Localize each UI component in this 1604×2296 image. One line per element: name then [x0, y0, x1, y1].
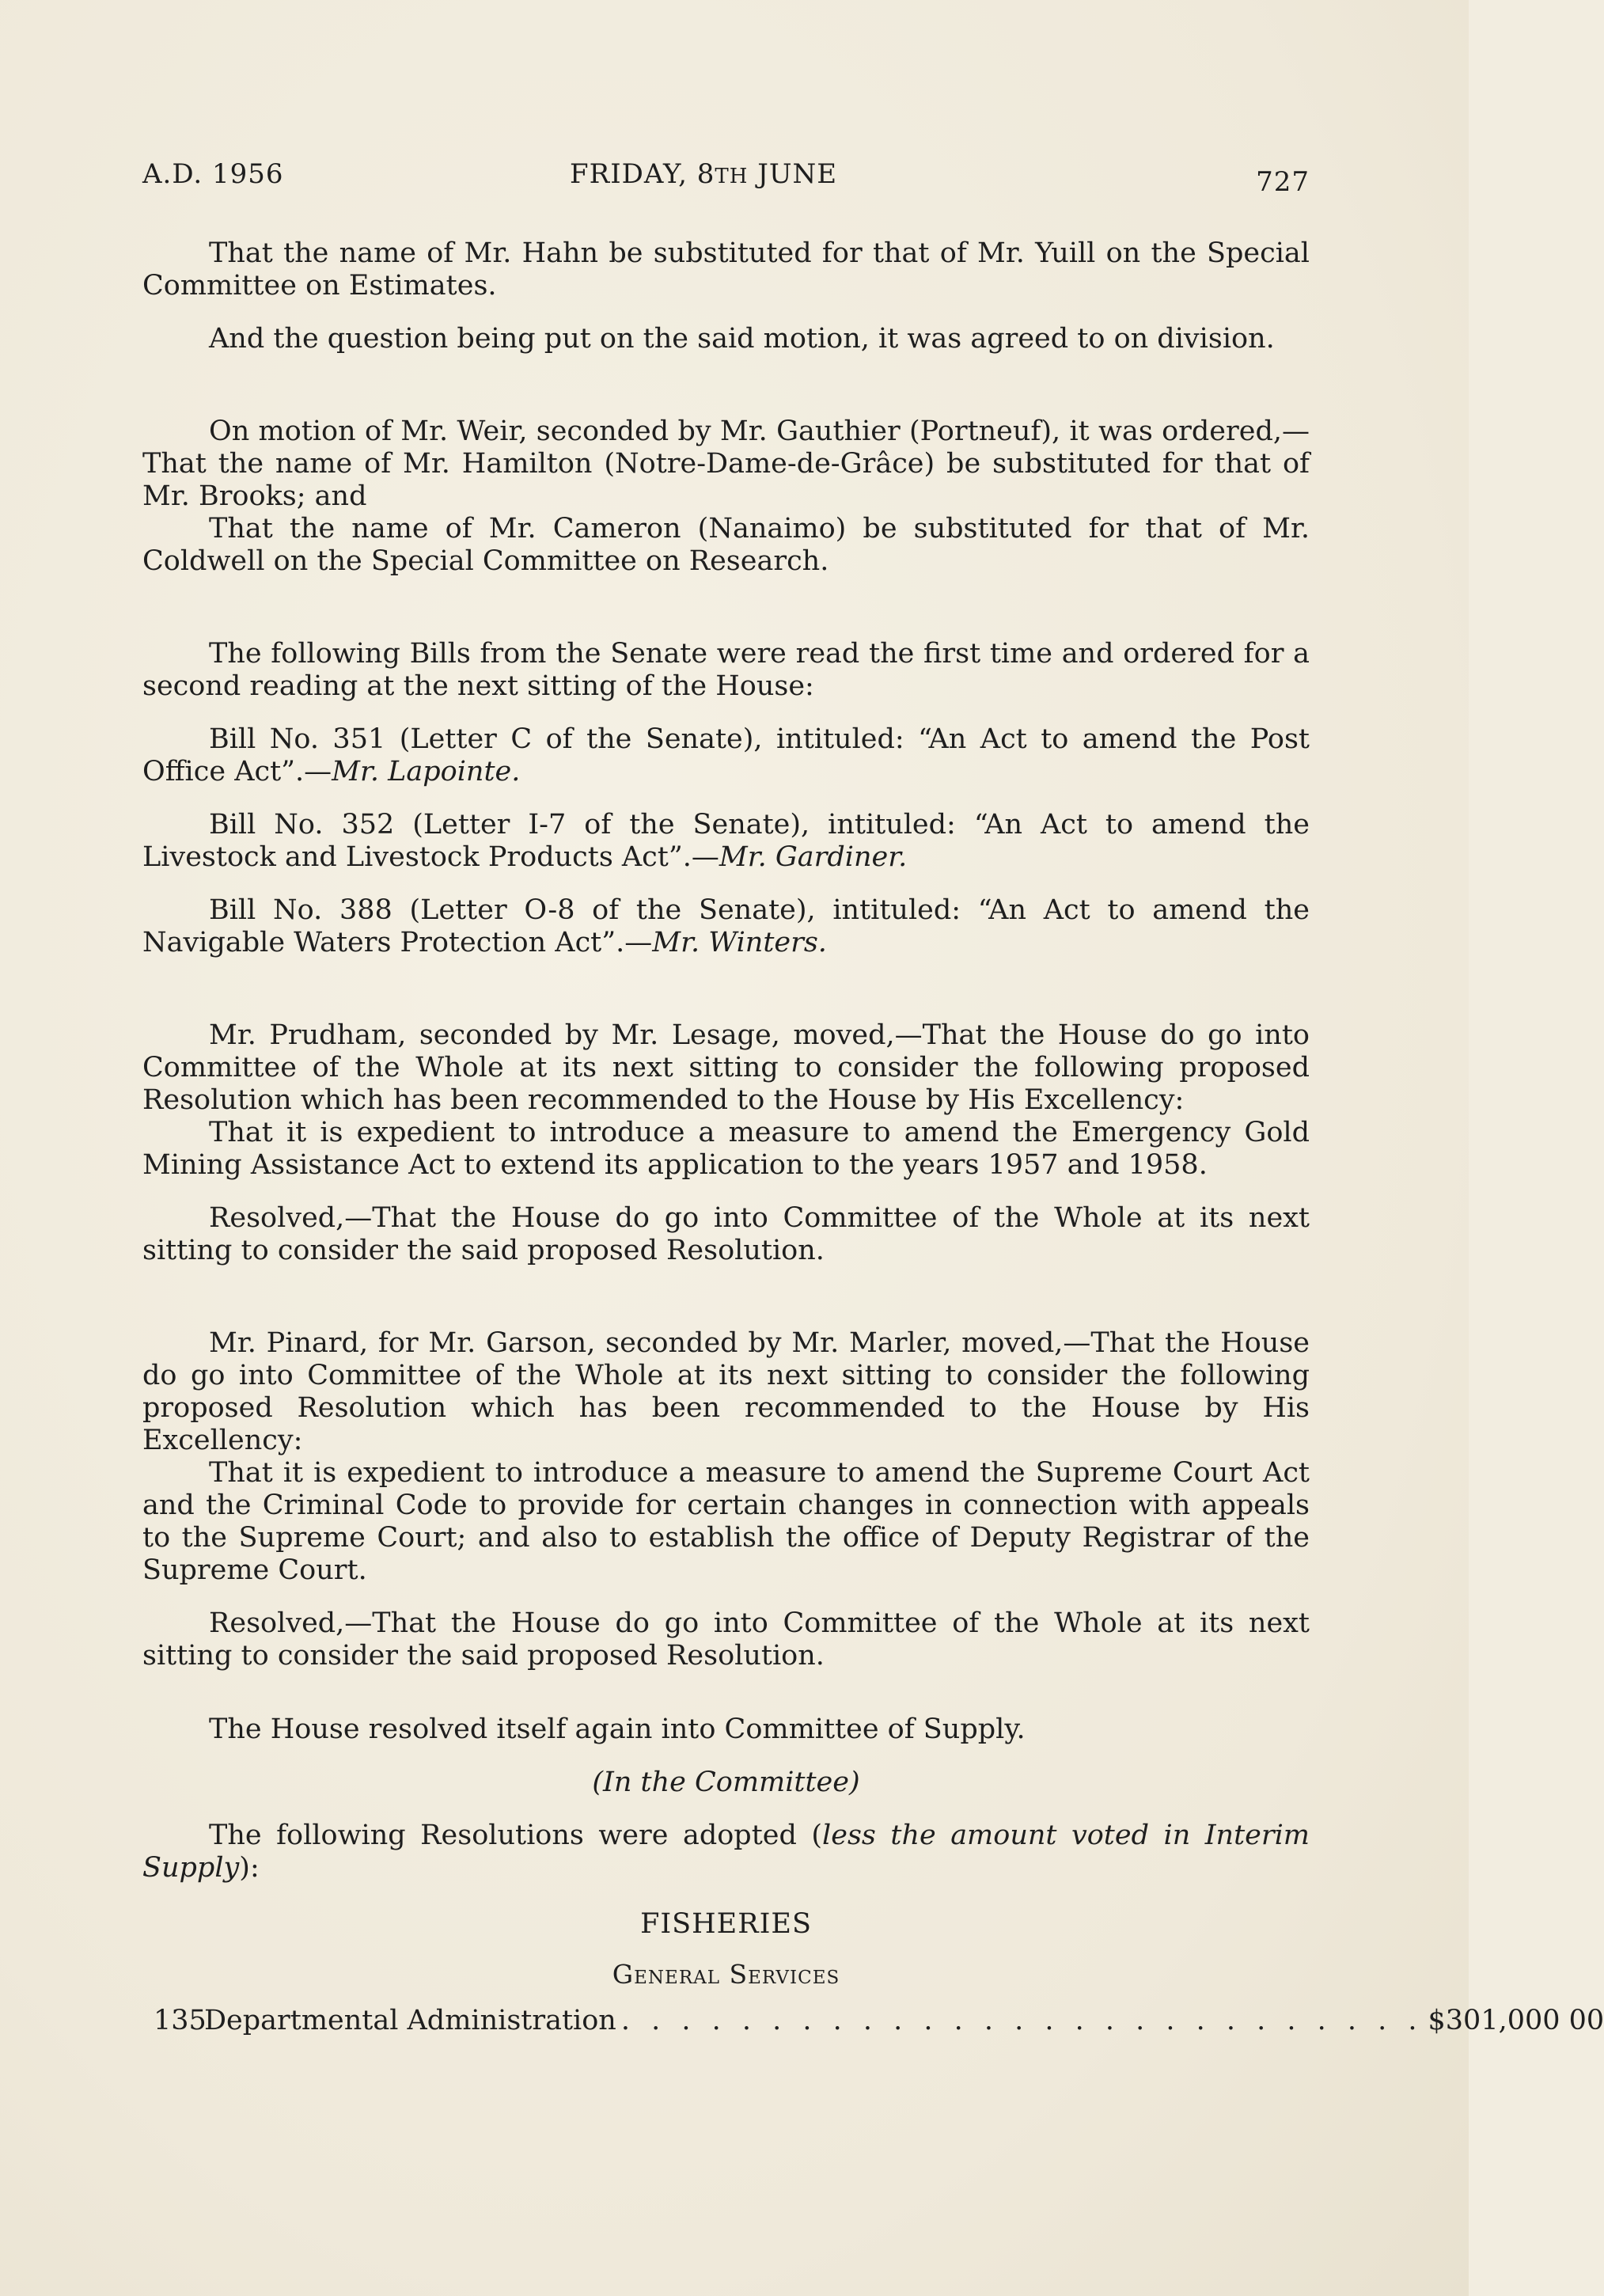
bill-entry: Bill No. 388 (Letter O-8 of the Senate), intituled: “An Act to amend the Navigable Waters Protection Act”.—Mr. Winters. [142, 894, 1310, 958]
paragraph: Resolved,—That the House do go into Committee of the Whole at its next sitting to consider the said proposed Resolution. [142, 1202, 1310, 1266]
paragraph: That the name of Mr. Cameron (Nanaimo) be substituted for that of Mr. Coldwell on the Special Committee on Research. [142, 513, 1310, 577]
item-amount: $ 301,000 00 [1428, 2005, 1604, 2036]
paragraph: That it is expedient to introduce a measure to amend the Emergency Gold Mining Assistance Act to extend its application to the years 1957 and 1958. [142, 1117, 1310, 1181]
item-number: 135 [154, 2005, 207, 2036]
paragraph: The House resolved itself again into Committee of Supply. [209, 1713, 1026, 1745]
section-subheading: General Services [612, 1959, 840, 1990]
paragraph: Mr. Pinard, for Mr. Garson, seconded by Mr. Marler, moved,—That the House do go into Committee of the Whole at its next sitting to consider the following proposed Resolution which has been recommended to the House by His Excellency: [142, 1327, 1310, 1456]
item-description: Departmental Administration [204, 2005, 616, 2036]
paragraph: Mr. Prudham, seconded by Mr. Lesage, moved,—That the House do go into Committee of the Whole at its next sitting to consider the following proposed Resolution which has been recommended to the House by His Excellency: [142, 1019, 1310, 1116]
section-heading: FISHERIES [640, 1908, 812, 1940]
bill-entry: Bill No. 352 (Letter I-7 of the Senate), intituled: “An Act to amend the Livestock and Livestock Products Act”.—Mr. Gardiner. [142, 809, 1310, 873]
paragraph: That it is expedient to introduce a measure to amend the Supreme Court Act and the Criminal Code to provide for certain changes in connection with appeals to the Supreme Court; and also to establish the office of Deputy Registrar of the Supreme Court. [142, 1457, 1310, 1586]
leader-dots: . . . . . . . . . . . . . . . . . . . . . . . . . . . [620, 2005, 1424, 2036]
paragraph: That the name of Mr. Hahn be substituted for that of Mr. Yuill on the Special Committee on Estimates. [142, 237, 1310, 302]
header-date: FRIDAY, 8TH JUNE [570, 158, 838, 190]
bill-entry: Bill No. 351 (Letter C of the Senate), intituled: “An Act to amend the Post Office Act”.—Mr. Lapointe. [142, 723, 1310, 787]
page-body [142, 237, 1604, 2037]
page-number: 727 [1256, 166, 1310, 198]
paragraph: The following Bills from the Senate were read the first time and ordered for a second reading at the next sitting of the House: [142, 638, 1310, 702]
supply-item [142, 2005, 1604, 2037]
header-year: A.D. 1956 [142, 158, 284, 190]
paragraph: The following Resolutions were adopted (less the amount voted in Interim Supply): [142, 1820, 1310, 1884]
paragraph: Resolved,—That the House do go into Committee of the Whole at its next sitting to consider the said proposed Resolution. [142, 1607, 1310, 1672]
running-header [142, 158, 1310, 198]
committee-note: (In the Committee) [592, 1767, 860, 1798]
paragraph: And the question being put on the said motion, it was agreed to on division. [209, 323, 1275, 355]
paragraph: On motion of Mr. Weir, seconded by Mr. Gauthier (Portneuf), it was ordered,—That the name of Mr. Hamilton (Notre-Dame-de-Grâce) be substituted for that of Mr. Brooks; and [142, 416, 1310, 512]
